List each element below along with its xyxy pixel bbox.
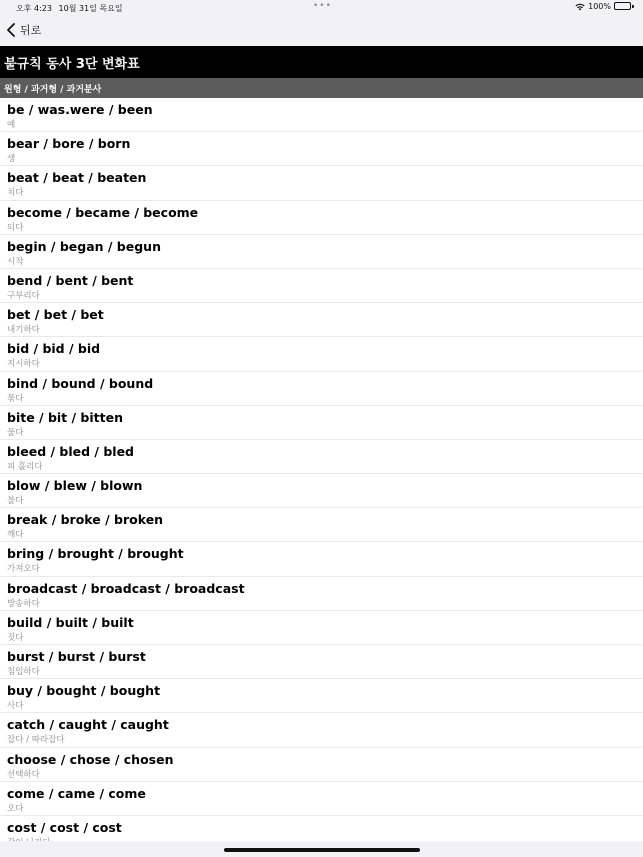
list-item[interactable] — [0, 235, 643, 269]
verb-forms: break / broke / broken — [7, 512, 164, 528]
verb-forms: burst / burst / burst — [7, 649, 146, 664]
verb-forms: bear / bore / born — [7, 136, 131, 152]
verb-meaning: 선택하다 — [7, 769, 40, 780]
verb-meaning: 치다 — [7, 188, 24, 199]
verb-forms: become / became / become — [7, 204, 199, 220]
verb-forms: catch / caught / caught — [7, 717, 169, 733]
wifi-icon — [575, 3, 585, 11]
verb-meaning: 깨다 — [7, 530, 24, 541]
list-item[interactable] — [0, 132, 643, 166]
verb-forms: blow / blew / blown — [7, 478, 143, 494]
verb-forms: be / was.were / been — [7, 102, 153, 117]
verb-forms: bring / brought / brought — [7, 546, 184, 562]
list-item[interactable] — [0, 713, 643, 747]
column-header-label: 원형 / 과거형 / 과거분사 — [4, 84, 102, 95]
verb-meaning: 가져오다 — [7, 564, 40, 575]
list-item[interactable] — [0, 577, 643, 611]
verb-forms: bet / bet / bet — [7, 307, 104, 323]
back-button[interactable] — [6, 22, 41, 38]
verb-forms: bend / bent / bent — [7, 272, 134, 288]
navigation-bar — [0, 16, 643, 46]
verb-forms: bid / bid / bid — [7, 341, 101, 357]
battery-percent: 100% — [588, 2, 611, 11]
multitasking-dots[interactable]: ••• — [313, 1, 332, 11]
list-item[interactable] — [0, 645, 643, 679]
status-bar — [0, 0, 643, 16]
verb-forms: buy / bought / bought — [7, 683, 161, 699]
verb-forms: come / came / come — [7, 785, 146, 801]
list-item[interactable] — [0, 440, 643, 474]
verb-meaning: 생 — [7, 154, 16, 165]
title-bar — [0, 46, 643, 78]
verb-meaning: 오다 — [7, 803, 24, 814]
list-item[interactable] — [0, 542, 643, 576]
status-date: 10월 31일 목요일 — [58, 4, 123, 13]
verb-forms: broadcast / broadcast / broadcast — [7, 580, 245, 596]
list-item[interactable] — [0, 679, 643, 713]
verb-forms: choose / chose / chosen — [7, 751, 174, 767]
battery-icon — [614, 2, 634, 11]
status-datetime — [16, 3, 123, 14]
chevron-left-icon — [6, 23, 16, 37]
list-item[interactable] — [0, 406, 643, 440]
list-item[interactable] — [0, 748, 643, 782]
verb-forms: bind / bound / bound — [7, 375, 154, 391]
home-area — [0, 841, 643, 857]
verb-meaning: 지시하다 — [7, 359, 40, 370]
list-item[interactable] — [0, 269, 643, 303]
verb-meaning: 시작 — [7, 256, 24, 267]
verb-forms: beat / beat / beaten — [7, 170, 147, 186]
verb-forms: begin / began / begun — [7, 238, 161, 254]
verb-meaning: 사다 — [7, 701, 24, 712]
verb-meaning: 물다 — [7, 427, 24, 438]
verb-meaning: 되다 — [7, 222, 24, 233]
verb-meaning: 구부리다 — [7, 290, 40, 301]
list-item[interactable] — [0, 303, 643, 337]
list-item[interactable] — [0, 98, 643, 132]
status-right — [575, 2, 634, 11]
column-header — [0, 78, 643, 98]
verb-meaning: 방송하다 — [7, 598, 40, 609]
list-item[interactable] — [0, 166, 643, 200]
list-item[interactable] — [0, 474, 643, 508]
verb-meaning: 예 — [7, 120, 16, 130]
list-item[interactable] — [0, 372, 643, 406]
verb-forms: bite / bit / bitten — [7, 409, 123, 425]
list-item[interactable] — [0, 611, 643, 645]
verb-list[interactable] — [0, 98, 643, 841]
verb-meaning: 내기하다 — [7, 325, 40, 336]
verb-meaning: 묶다 — [7, 393, 24, 404]
list-item[interactable] — [0, 508, 643, 542]
verb-forms: bleed / bled / bled — [7, 443, 134, 459]
verb-meaning: 짓다 — [7, 632, 24, 643]
home-indicator[interactable] — [224, 848, 420, 852]
verb-forms: cost / cost / cost — [7, 819, 122, 835]
verb-meaning: 불다 — [7, 496, 24, 507]
verb-meaning: 잡다 / 따라잡다 — [7, 735, 65, 746]
list-item[interactable] — [0, 782, 643, 816]
page-title: 불규칙 동사 3단 변화표 — [4, 56, 140, 72]
back-label: 뒤로 — [20, 24, 42, 37]
list-item[interactable] — [0, 201, 643, 235]
verb-forms: build / built / built — [7, 614, 134, 630]
list-item[interactable] — [0, 337, 643, 371]
verb-meaning: 피 흘리다 — [7, 461, 43, 472]
verb-meaning: 침입하다 — [7, 667, 40, 677]
status-time: 오후 4:23 — [16, 4, 52, 13]
